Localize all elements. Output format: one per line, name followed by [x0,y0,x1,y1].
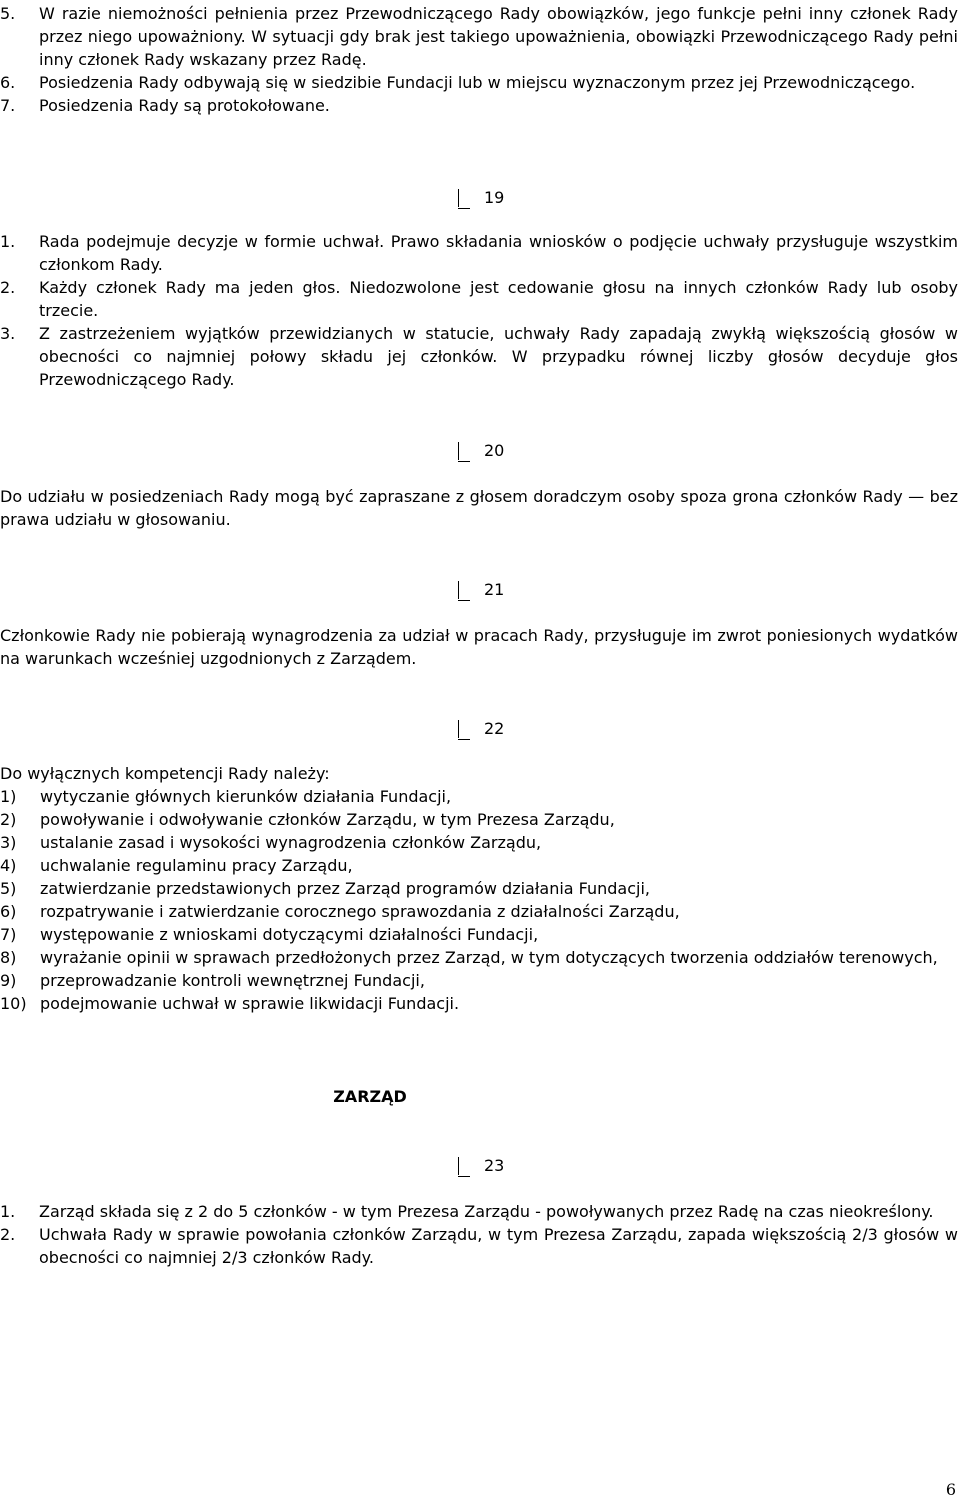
item-text: przeprowadzanie kontroli wewnętrznej Fundacji, [40,971,425,990]
section-number: 21 [484,580,505,599]
section-heading-23 [458,1154,504,1177]
section-20-paragraph: Do udziału w posiedzeniach Rady mogą być zapraszane z głosem doradczym osoby spoza grona członków Rady — bez prawa udziału w głosowaniu. [0,487,958,529]
item-number: 9) [0,971,17,990]
item-text: Posiedzenia Rady odbywają się w siedzibie Fundacji lub w miejscu wyznaczonym przez jej Przewodniczącego. [39,73,916,92]
list-item [0,854,958,877]
list-item [0,322,958,391]
item-number: 2. [0,278,16,297]
item-number: 1. [0,1202,16,1221]
list-item [0,276,958,322]
item-number: 8) [0,948,17,967]
item-text: rozpatrywanie i zatwierdzanie corocznego sprawozdania z działalności Zarządu, [40,902,680,921]
section-sign-icon [458,1155,470,1177]
section-number: 20 [484,441,505,460]
section-sign-icon [458,579,470,601]
section-heading-21 [458,578,504,601]
list-item [0,71,958,94]
list-item [0,923,958,946]
item-number: 1. [0,232,16,251]
list-item [0,1200,958,1223]
item-number: 6) [0,902,17,921]
item-text: Każdy członek Rady ma jeden głos. Niedozwolone jest cedowanie głosu na innych członków Rady lub osoby trzecie. [39,278,958,320]
page-number: 6 [945,1480,956,1499]
section-number: 19 [484,188,505,207]
item-number: 7. [0,96,16,115]
list-item [0,808,958,831]
section-number: 22 [484,719,505,738]
list-item [0,1223,958,1269]
item-number: 5. [0,4,16,23]
section-19-list [0,230,958,391]
list-item [0,877,958,900]
section-sign-icon [458,718,470,740]
item-text: Posiedzenia Rady są protokołowane. [39,96,330,115]
item-text: występowanie z wnioskami dotyczącymi działalności Fundacji, [40,925,539,944]
item-number: 7) [0,925,17,944]
section-heading-22 [458,717,504,740]
item-text: wyrażanie opinii w sprawach przedłożonych przez Zarząd, w tym dotyczących tworzenia oddziałów terenowych, [40,948,938,967]
item-text: uchwalanie regulaminu pracy Zarządu, [40,856,353,875]
list-item [0,230,958,276]
section-heading-19 [458,186,504,209]
item-text: wytyczanie głównych kierunków działania Fundacji, [40,787,452,806]
list-item [0,900,958,923]
list-item [0,992,958,1015]
item-text: ustalanie zasad i wysokości wynagrodzenia członków Zarządu, [40,833,542,852]
item-number: 2. [0,1225,16,1244]
item-text: W razie niemożności pełnienia przez Przewodniczącego Rady obowiązków, jego funkcje pełni inny członek Rady przez niego upoważniony. W sytuacji gdy brak jest takiego upoważnienia, obowiązki Przewodniczącego Rady pełni inny członek Rady wskazany przez Radę. [39,4,958,69]
list-item [0,946,958,969]
section-22-intro: Do wyłącznych kompetencji Rady należy: [0,764,330,783]
item-number: 10) [0,994,27,1013]
item-text: Z zastrzeżeniem wyjątków przewidzianych w statucie, uchwały Rady zapadają zwykłą większością głosów w obecności co najmniej połowy składu jej członków. W przypadku równej liczby głosów decyduje głos Przewodniczącego Rady. [39,324,958,389]
item-number: 3) [0,833,17,852]
item-text: zatwierdzanie przedstawionych przez Zarząd programów działania Fundacji, [40,879,651,898]
item-number: 4) [0,856,17,875]
item-number: 5) [0,879,17,898]
section-21-paragraph: Członkowie Rady nie pobierają wynagrodzenia za udział w pracach Rady, przysługuje im zwrot poniesionych wydatków na warunkach wcześniej uzgodnionych z Zarządem. [0,626,958,668]
top-list [0,2,958,117]
list-item [0,2,958,71]
item-text: Uchwała Rady w sprawie powołania członków Zarządu, w tym Prezesa Zarządu, zapada większością 2/3 głosów w obecności co najmniej 2/3 członków Rady. [39,1225,958,1267]
item-text: Zarząd składa się z 2 do 5 członków - w tym Prezesa Zarządu - powoływanych przez Radę na czas nieokreślony. [39,1202,934,1221]
item-number: 2) [0,810,17,829]
section-heading-20 [458,439,504,462]
item-text: Rada podejmuje decyzje w formie uchwał. Prawo składania wniosków o podjęcie uchwały przysługuje wszystkim członkom Rady. [39,232,958,274]
list-item [0,785,958,808]
section-number: 23 [484,1156,505,1175]
item-number: 1) [0,787,17,806]
section-sign-icon [458,440,470,462]
section-23-list [0,1200,958,1269]
item-text: powoływanie i odwoływanie członków Zarządu, w tym Prezesa Zarządu, [40,810,615,829]
section-22-list [0,785,958,1015]
item-number: 3. [0,324,16,343]
item-number: 6. [0,73,16,92]
section-sign-icon [458,187,470,209]
list-item [0,94,958,117]
list-item [0,969,958,992]
list-item [0,831,958,854]
item-text: podejmowanie uchwał w sprawie likwidacji Fundacji. [40,994,460,1013]
chapter-heading: ZARZĄD [333,1087,407,1106]
